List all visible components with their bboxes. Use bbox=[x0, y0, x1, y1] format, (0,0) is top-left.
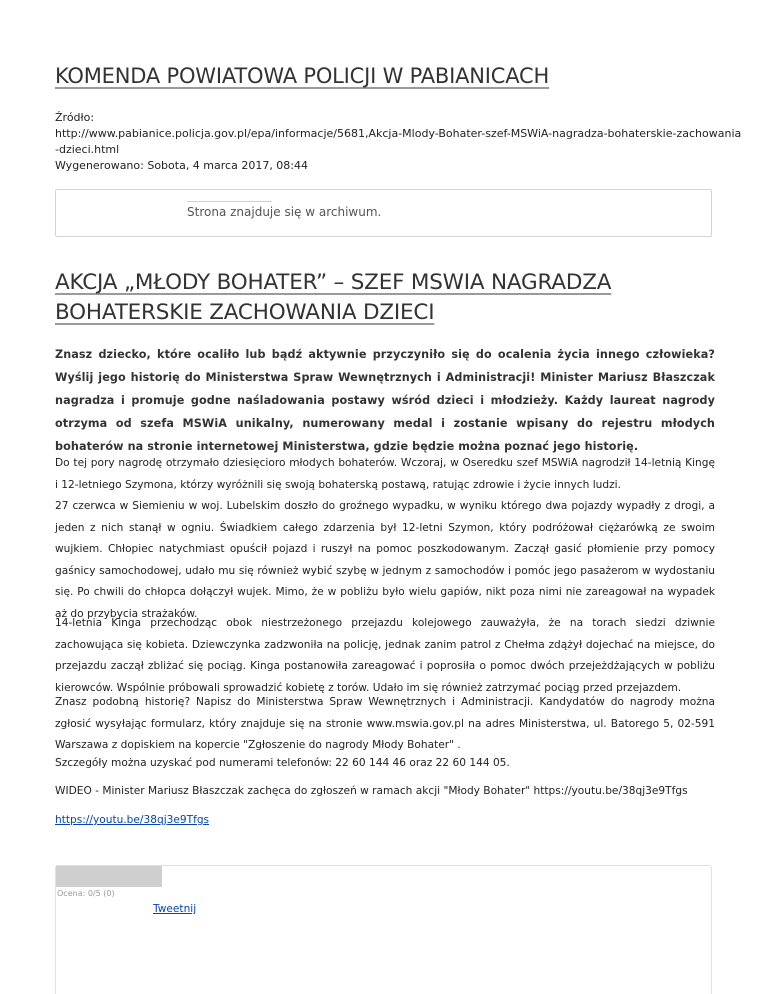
archive-notice-box bbox=[55, 189, 712, 237]
tweet-link[interactable]: Tweetnij bbox=[153, 903, 197, 915]
site-title[interactable]: KOMENDA POWIATOWA POLICJI W PABIANICACH bbox=[55, 64, 550, 88]
article-lead: Znasz dziecko, które ocaliło lub bądź aktywnie przyczyniło się do ocalenia życia innego człowieka? Wyślij jego historię do Ministerstwa Spraw Wewnętrznych i Administracji! Minister Mariusz Błaszczak nagradza i promuje godne naśladowania postawy wśród dzieci i młodzieży. Każdy laureat nagrody otrzyma od szefa MSWiA unikalny, numerowany medal i zostanie wpisany do rejestru młodych bohaterów na stronie internetowej Ministerstwa, gdzie będzie można poznać jego historię. bbox=[55, 348, 715, 453]
source-url-line-1: http://www.pabianice.policja.gov.pl/epa/informacje/5681,Akcja-Mlody-Bohater-szef-MSWiA-nagradza-bohaterskie-zachowania bbox=[55, 127, 742, 140]
rating-share-box bbox=[55, 865, 712, 994]
source-url-line-2: -dzieci.html bbox=[55, 143, 120, 156]
archive-notice-text: Strona znajduje się w archiwum. bbox=[187, 205, 382, 219]
archive-divider bbox=[187, 201, 272, 202]
article-paragraph-1: Do tej pory nagrodę otrzymało dziesięcioro młodych bohaterów. Wczoraj, w Oseredku szef MSWiA nagrodził 14-letnią Kingę i 12-letniego Szymona, którzy wyróżnili się swoją bohaterską postawą, ratując zdrowie i życie innych ludzi. bbox=[55, 457, 715, 491]
article-paragraph-3: 14-letnia Kinga przechodząc obok niestrzeżonego przejazdu kolejowego zauważyła, że na torach siedzi dziwnie zachowująca się kobieta. Dziewczynka zadzwoniła na policję, jednak zanim patrol z Chełma zdążył dojechać na miejsce, do przejazdu zaczął zbliżać się pociąg. Kinga postanowiła zareagować i poprosiła o pomoc dwóch przejeżdżających w pobliżu kierowców. Wspólnie próbowali sprowadzić kobietę z torów. Udało im się również zatrzymać pociąg przed przejazdem. bbox=[55, 617, 715, 694]
article-title bbox=[55, 268, 705, 328]
source-meta bbox=[55, 110, 742, 174]
article-paragraph-6: WIDEO - Minister Mariusz Błaszczak zachęca do zgłoszeń w ramach akcji "Młody Bohater" https://youtu.be/38qj3e9Tfgs bbox=[55, 785, 688, 797]
article-title-text: AKCJA „MŁODY BOHATER” – SZEF MSWIA NAGRADZA BOHATERSKIE ZACHOWANIA DZIECI bbox=[55, 270, 612, 325]
rating-stars-bar[interactable] bbox=[56, 866, 162, 887]
rating-label: Ocena: 0/5 (0) bbox=[57, 889, 115, 898]
youtube-video-link[interactable]: https://youtu.be/38qj3e9Tfgs bbox=[55, 814, 210, 826]
source-label: Źródło: bbox=[55, 111, 95, 124]
article-paragraph-4: Znasz podobną historię? Napisz do Ministerstwa Spraw Wewnętrznych i Administracji. Kandydatów do nagrody można zgłosić wysyłając formularz, który znajduje się na stronie www.mswia.gov.pl na adres Ministerstwa, ul. Batorego 5, 02-591 Warszawa z dopiskiem na kopercie "Zgłoszenie do nagrody Młody Bohater" . bbox=[55, 696, 715, 751]
article-paragraph-2: 27 czerwca w Siemieniu w woj. Lubelskim doszło do groźnego wypadku, w wyniku którego dwa pojazdy wypadły z drogi, a jeden z nich stanął w ogniu. Świadkiem całego zdarzenia był 12-letni Szymon, który podróżował ciężarówką ze swoim wujkiem. Chłopiec natychmiast opuścił pojazd i ruszył na pomoc poszkodowanym. Zaczął gasić płomienie przy pomocy gaśnicy samochodowej, udało mu się również wybić szybę w jednym z samochodów i pomóc jego pasażerom w wydostaniu się. Po chwili do chłopca dołączył wujek. Mimo, że w pobliżu było wielu gapiów, nikt poza nimi nie zareagował na wypadek aż do przybycia strażaków. bbox=[55, 500, 715, 620]
generated-date: Wygenerowano: Sobota, 4 marca 2017, 08:44 bbox=[55, 159, 309, 172]
article-paragraph-5: Szczegóły można uzyskać pod numerami telefonów: 22 60 144 46 oraz 22 60 144 05. bbox=[55, 757, 510, 769]
